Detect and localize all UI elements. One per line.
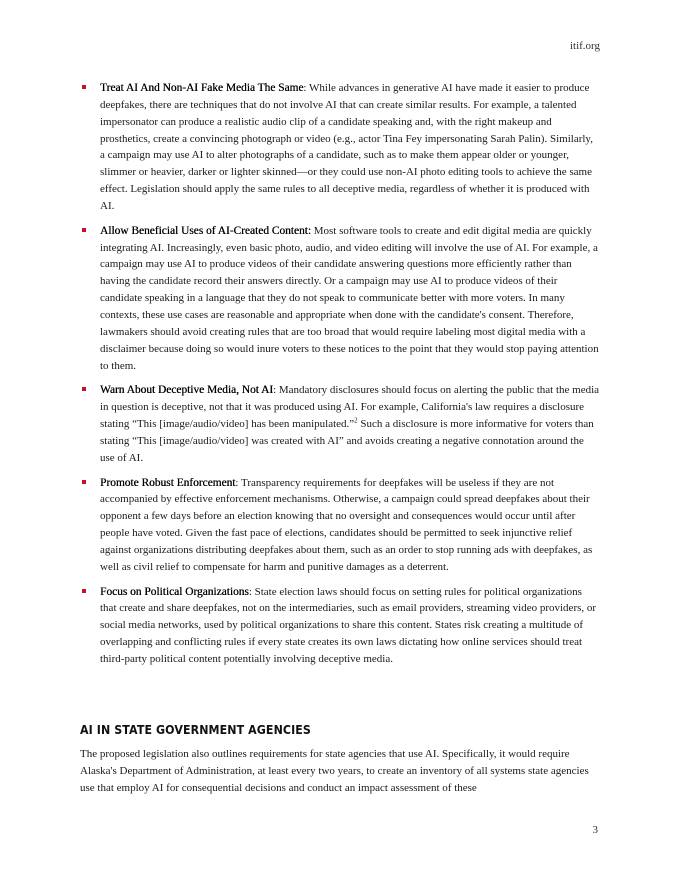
bullet-text-continued: Such a disclosure is more informative for voters than stating “This [image/audio/video] was created with AI” and avoids creating a negative connotation around the use of AI. bbox=[100, 418, 594, 464]
bullet-separator: : bbox=[303, 82, 310, 94]
footnote-reference[interactable]: 2 bbox=[354, 416, 358, 425]
bullet-text: Most software tools to create and edit digital media are quickly integrating AI. Increasingly, even basic photo, audio, and video editing will involve the use of AI. For example, a campaign may use AI to produce videos of their candidate answering questions more efficiently rather than having the candidate record their answers directly. Or a campaign may use AI to produce videos of their candidate speaking in a language that they do not speak to communicate better with more voters. In many contexts, these use cases are reasonable and appropriate when done with the candidate's consent. Therefore, lawmakers should avoid creating rules that are too broad that would require labeling most digital media with a disclaimer because doing so would inure voters to these notices to the point that they would stop paying attention to them. bbox=[100, 224, 599, 372]
bullet-text: Mandatory disclosures should focus on alerting the public that the media in question is deceptive, not that it was produced using AI. For example, California's law requires a disclosure stating “This [image/audio/video] has been manipulated.” bbox=[100, 384, 600, 431]
list-item bbox=[100, 475, 600, 576]
bullet-text: State election laws should focus on setting rules for political organizations that create and share deepfakes, not on the intermediaries, such as email providers, streaming video providers, or social media networks, used by political organizations to share this content. States risk creating a multitude of overlapping and conflicting rules if every state creates its own laws dictating how online services should treat third-party political content potentially involving deceptive media. bbox=[100, 585, 597, 665]
section-heading: AI IN STATE GOVERNMENT AGENCIES bbox=[80, 723, 311, 737]
list-item bbox=[100, 223, 600, 375]
square-bullet-icon bbox=[82, 228, 86, 232]
square-bullet-icon bbox=[82, 387, 86, 391]
square-bullet-icon bbox=[82, 589, 86, 593]
bullet-separator: : bbox=[273, 384, 279, 397]
bullet-title: Warn About Deceptive Media, Not AI bbox=[100, 384, 274, 397]
list-item bbox=[100, 80, 600, 215]
bullet-text: Transparency requirements for deepfakes will be useless if they are not accompanied by effective enforcement mechanisms. Otherwise, a campaign could spread deepfakes about their opponent a few days before an election knowing that no oversight and consequences would occur until after people have voted. Given the fast pace of elections, candidates should be permitted to seek injunctive relief against organizations distributing deepfakes about them, such as an order to stop running ads with deepfakes, as well as civil relief to compensate for harm and punitive damages as a deterrent. bbox=[100, 476, 593, 573]
site-url: itif.org bbox=[569, 40, 600, 52]
recommendations-list bbox=[100, 80, 600, 676]
list-item bbox=[100, 382, 600, 466]
list-item bbox=[100, 584, 600, 668]
bullet-title: Focus on Political Organizations bbox=[100, 585, 249, 598]
bullet-text: While advances in generative AI have made it easier to produce deepfakes, there are techniques that do not involve AI that can create similar results. For example, a talented impersonator can produce a realistic audio clip of a candidate speaking and, with the right makeup and prosthetics, create a convincing photograph or video (e.g., actor Tina Fey impersonating Sarah Palin). Similarly, a campaign may use AI to alter photographs of a candidate, such as to make them appear older or younger, slimmer or heavier, darker or lighter skinned—or they could use non-AI photo editing tools to achieve the same effect. Legislation should apply the same rules to all deceptive media, regardless of whether it is produced with AI. bbox=[100, 82, 593, 212]
bullet-title: Promote Robust Enforcement bbox=[100, 476, 236, 489]
section-paragraph: The proposed legislation also outlines requirements for state agencies that use AI. Specifically, it would require Alaska's Department of Administration, at least every two years, to create an inventory of all systems state agencies use that employ AI for consequential decisions and conduct an impact assessment of these bbox=[80, 748, 589, 794]
page-number: 3 bbox=[592, 824, 598, 836]
bullet-title: Treat AI And Non-AI Fake Media The Same bbox=[100, 82, 304, 94]
bullet-separator: : bbox=[248, 585, 255, 598]
bullet-separator: : bbox=[235, 476, 242, 489]
square-bullet-icon bbox=[82, 85, 86, 89]
square-bullet-icon bbox=[82, 480, 86, 484]
bullet-title: Allow Beneficial Uses of AI-Created Content: bbox=[100, 224, 311, 237]
